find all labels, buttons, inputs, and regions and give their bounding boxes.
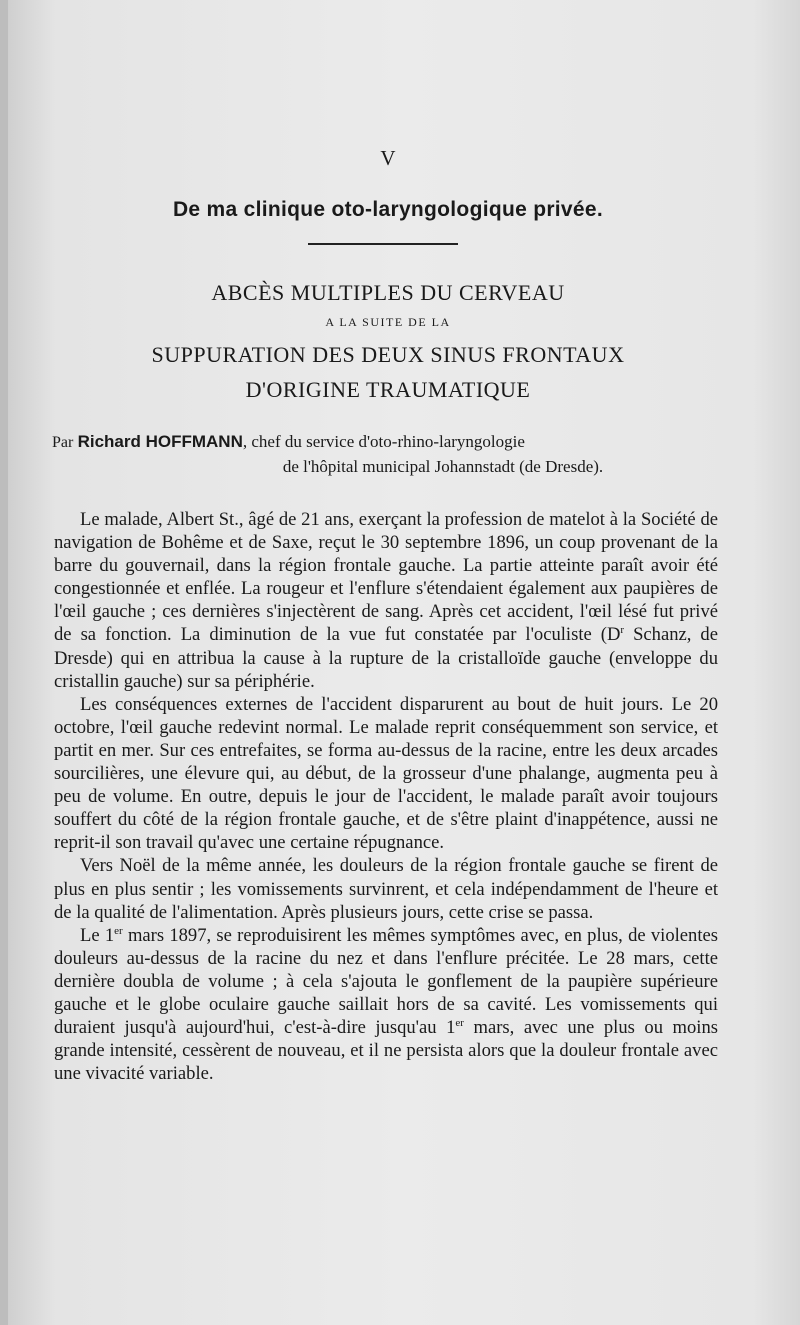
chapter-number: V xyxy=(380,146,396,170)
paragraph-4-superscript-2: er xyxy=(455,1016,464,1029)
article-body xyxy=(54,508,718,1085)
paragraph-1 xyxy=(54,508,718,693)
paragraph-4-text-c: mars, avec une plus ou moins grande intensité, cessèrent de nouveau, et il ne persista alors que la douleur frontale avec une vivacité variable. xyxy=(54,1017,719,1085)
article-title-line-3: SUPPURATION DES DEUX SINUS FRONTAUX xyxy=(151,342,625,367)
article-title-line-2: A LA SUITE DE LA xyxy=(325,315,451,329)
book-page xyxy=(8,0,800,1325)
byline-par: Par xyxy=(52,434,74,451)
title-rule xyxy=(308,243,458,245)
author-name: Richard HOFFMANN xyxy=(77,432,243,451)
author-role: , chef du service d'oto-rhino-laryngologie xyxy=(242,432,525,451)
paragraph-2: Les conséquences externes de l'accident disparurent au bout de huit jours. Le 20 octobre, l'œil gauche redevint normal. Le malade reprit conséquemment son service, et partit en mer. Sur ces entrefaites, se forma au-dessus de la racine, entre les deux arcades sourcilières, une élevure qui, au début, de la grosseur d'une phalange, augmenta peu à peu de volume. En outre, depuis le jour de l'accident, le malade paraît avoir toujours souffert du côté de la région frontale gauche, et de s'être plaint d'inappétence, aussi ne reprit-il son travail qu'avec une certaine répugnance. xyxy=(54,693,718,854)
article-title-line-4: D'ORIGINE TRAUMATIQUE xyxy=(245,377,531,402)
paragraph-4-superscript-1: er xyxy=(114,924,123,937)
article-title-line-1: ABCÈS MULTIPLES DU CERVEAU xyxy=(211,280,565,305)
paragraph-1-text-b: Schanz, de Dresde) qui en attribua la cause à la rupture de la cristalloïde gauche (enveloppe du cristallin gauche) sur sa périphérie. xyxy=(54,624,718,692)
paragraph-4 xyxy=(54,924,718,1086)
author-affiliation: de l'hôpital municipal Johannstadt (de Dresde). xyxy=(282,457,604,476)
paragraph-3: Vers Noël de la même année, les douleurs de la région frontale gauche se firent de plus en plus sentir ; les vomissements survinrent, et cela indépendamment de l'heure et de la qualité de l'alimentation. Après plusieurs jours, cette crise se passa. xyxy=(54,855,718,923)
paragraph-1-superscript: r xyxy=(620,624,625,637)
section-title: De ma clinique oto-laryngologique privée. xyxy=(172,198,604,221)
byline xyxy=(52,432,752,452)
paragraph-1-text-a: Le malade, Albert St., âgé de 21 ans, exerçant la profession de matelot à la Société de navigation de Bohême et de Saxe, reçut le 30 septembre 1896, un coup provenant de la barre du gouvernail, dans la région frontale gauche. La partie atteinte paraît avoir été congestionnée et enflée. La rougeur et l'enflure s'étendaient également aux paupières de l'œil gauche ; ces dernières s'injectèrent de sang. Après cet accident, l'œil lésé fut privé de sa fonction. La diminution de la vue fut constatée par l'oculiste (D xyxy=(54,509,718,646)
paragraph-4-text-b: mars 1897, se reproduisirent les mêmes symptômes avec, en plus, de violentes douleurs au-dessus de la racine du nez et dans l'enflure précitée. Le 28 mars, cette dernière doubla de volume ; à cela s'ajouta le gonflement de la paupière supérieure gauche et le globe oculaire gauche saillait hors de sa cavité. Les vomissements qui duraient jusqu'à aujourd'hui, c'est-à-dire jusqu'au 1 xyxy=(54,924,718,1039)
paragraph-4-text-a: Le 1 xyxy=(80,924,115,946)
